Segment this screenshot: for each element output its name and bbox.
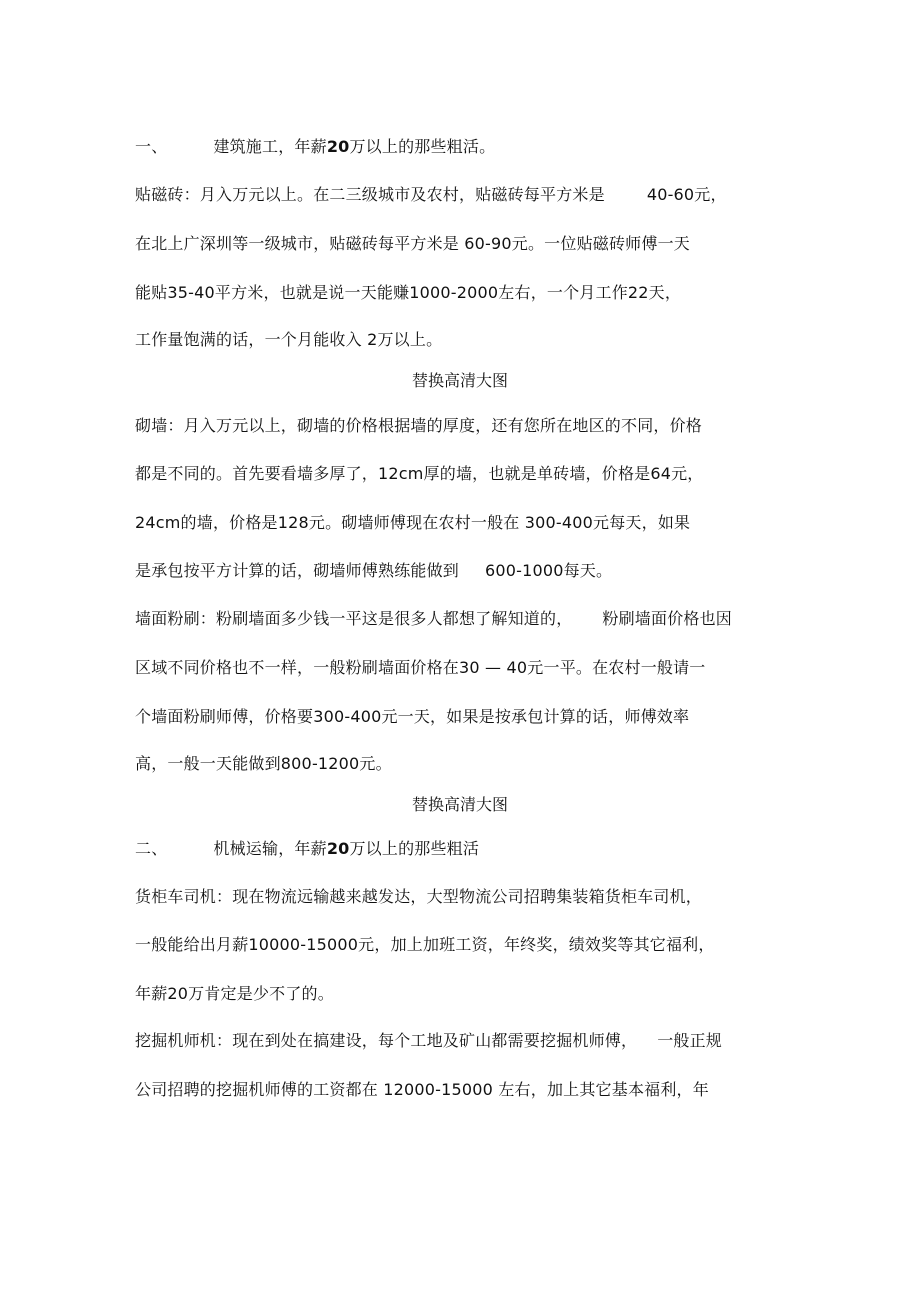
section-1-title-bold: 20 bbox=[326, 137, 350, 156]
tile-line-4: 工作量饱满的话，一个月能收入 2万以上。 bbox=[135, 330, 443, 349]
section-2-number: 二、 bbox=[135, 839, 168, 858]
plaster-line-1-text: 墙面粉刷：粉刷墙面多少钱一平这是很多人都想了解知道的， bbox=[135, 609, 573, 628]
wall-line-3: 24cm的墙，价格是128元。砌墙师傅现在农村一般在 300-400元每天，如果 bbox=[135, 513, 691, 532]
excavator-line-1-tail: 一般正规 bbox=[657, 1031, 723, 1050]
plaster-line-2: 区域不同价格也不一样，一般粉刷墙面价格在30 — 40元一平。在农村一般请一 bbox=[135, 658, 706, 677]
section-1-title-c: 万以上的那些粗活。 bbox=[349, 137, 496, 156]
section-2-title-c: 万以上的那些粗活 bbox=[349, 839, 480, 858]
tile-line-2: 在北上广深圳等一级城市，贴磁砖每平方米是 60-90元。一位贴磁砖师傅一天 bbox=[135, 234, 690, 253]
tile-line-3: 能贴35-40平方米，也就是说一天能赚1000-2000左右，一个月工作22天， bbox=[135, 283, 682, 302]
wall-line-2: 都是不同的。首先要看墙多厚了，12cm厚的墙，也就是单砖墙，价格是64元， bbox=[135, 464, 704, 483]
plaster-line-3: 个墙面粉刷师傅，价格要300-400元一天，如果是按承包计算的话，师傅效率 bbox=[135, 707, 690, 726]
tile-line-1-text: 贴磁砖：月入万元以上。在二三级城市及农村，贴磁砖每平方米是 bbox=[135, 185, 605, 204]
tile-line-1 bbox=[135, 185, 727, 205]
section-2-title-a: 机械运输，年薪 bbox=[213, 839, 327, 858]
plaster-line-1 bbox=[135, 609, 732, 629]
truck-line-2: 一般能给出月薪10000-15000元，加上加班工资，年终奖，绩效奖等其它福利， bbox=[135, 935, 715, 954]
excavator-line-1-text: 挖掘机师机：现在到处在搞建设，每个工地及矿山都需要挖掘机师傅， bbox=[135, 1031, 638, 1050]
tile-line-1-price: 40-60元， bbox=[646, 185, 727, 204]
section-2-title-bold: 20 bbox=[326, 839, 350, 858]
truck-line-3: 年薪20万肯定是少不了的。 bbox=[135, 984, 334, 1003]
excavator-line-2: 公司招聘的挖掘机师傅的工资都在 12000-15000 左右，加上其它基本福利，年 bbox=[135, 1080, 709, 1099]
wall-line-4-price: 600-1000每天。 bbox=[485, 561, 613, 580]
section-2-heading bbox=[135, 839, 479, 859]
plaster-line-1-tail: 粉刷墙面价格也因 bbox=[602, 609, 733, 628]
wall-line-4-text: 是承包按平方计算的话，砌墙师傅熟练能做到 bbox=[135, 561, 460, 580]
section-1-title-a: 建筑施工，年薪 bbox=[213, 137, 327, 156]
wall-line-4 bbox=[135, 561, 612, 581]
truck-line-1: 货柜车司机：现在物流远输越来越发达，大型物流公司招聘集装箱货柜车司机， bbox=[135, 887, 703, 906]
image-placeholder-caption-1: 替换高清大图 bbox=[411, 371, 508, 390]
plaster-line-4: 高，一般一天能做到800-1200元。 bbox=[135, 754, 392, 773]
section-1-heading bbox=[135, 137, 495, 157]
image-placeholder-caption-2: 替换高清大图 bbox=[411, 795, 508, 814]
excavator-line-1 bbox=[135, 1031, 722, 1051]
section-1-number: 一、 bbox=[135, 137, 168, 156]
wall-line-1: 砌墙：月入万元以上，砌墙的价格根据墙的厚度，还有您所在地区的不同，价格 bbox=[135, 416, 703, 435]
